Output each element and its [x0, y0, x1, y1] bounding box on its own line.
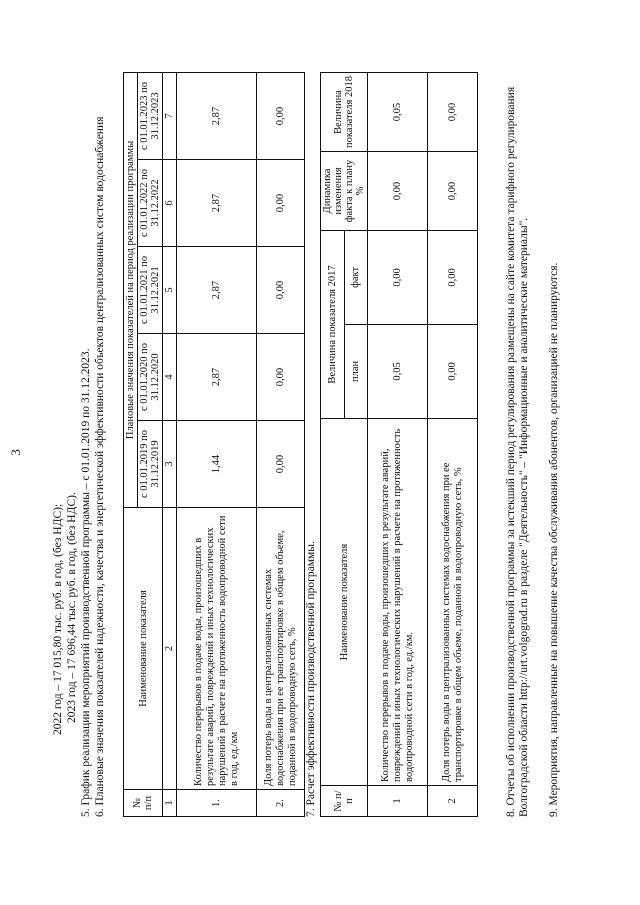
t1-period: с 01.01.2021 по 31.12.2021	[138, 247, 163, 334]
t2-name: Количество перерывов в подаче воды, произошедших в результате аварий, повреждений и иных технологических нарушений в расчете на протяженность водопроводной сети в год, ед./км.	[368, 419, 428, 786]
item-6: 6. Плановые значения показателей надежности, качества и энергетической эффективности объектов централизованных систем водоснабжения	[94, 116, 106, 817]
t2-num: 1	[368, 786, 428, 817]
t1-value: 0,00	[257, 421, 305, 508]
plan-values-table	[123, 72, 305, 817]
t2-h-fact: факт	[344, 231, 368, 325]
t2-dyn: 0,00	[428, 152, 478, 231]
t2-plan: 0,00	[428, 324, 478, 418]
t1-period: с 01.01.2023 по 31.12.2023	[138, 73, 163, 160]
table-row	[428, 73, 478, 817]
t1-colnum: 3	[163, 421, 177, 508]
t1-h-plan: Плановые значения показателей на период реализации программы	[124, 73, 138, 508]
t2-h-num: № п/п	[321, 786, 368, 817]
t1-name: Доля потерь воды в централизованных системах водоснабжения при ее транспортировке в общем объеме, поданной в водопроводную сеть, %	[257, 508, 305, 790]
t1-num: 1.	[177, 790, 257, 817]
t1-value: 1,44	[177, 421, 257, 508]
t1-colnum: 6	[163, 160, 177, 247]
t1-colnum: 7	[163, 73, 177, 160]
t1-period: с 01.01.2020 по 31.12.2020	[138, 334, 163, 421]
t1-h-num: № п/п	[124, 790, 163, 817]
t2-h-name: Наименование показателя	[321, 419, 368, 786]
t2-h-2018: Величина показателя 2018	[321, 73, 368, 152]
t1-colnum: 4	[163, 334, 177, 421]
page-number: 3	[8, 449, 23, 456]
item-9: 9. Мероприятия, направленные на повышение качества обслуживания абонентов, организацией не планируются.	[548, 262, 560, 817]
table-row	[257, 73, 305, 817]
item-5: 5. График реализации мероприятий производственной программы – с 01.01.2019 по 31.12.2023.	[80, 348, 92, 817]
t1-period: с 01.01.2022 по 31.12.2022	[138, 160, 163, 247]
t2-h-dyn: Динамика изменения факта к плану %	[321, 152, 368, 231]
t2-dyn: 0,00	[368, 152, 428, 231]
t2-name: Доля потерь воды в централизованных системах водоснабжения при ее транспортировке в общем объеме, поданной в водопроводную сеть, %	[428, 419, 478, 786]
t1-num: 2.	[257, 790, 305, 817]
t2-plan: 0,05	[368, 324, 428, 418]
t1-value: 0,00	[257, 334, 305, 421]
t1-value: 2,87	[177, 73, 257, 160]
item-8: 8. Отчеты об исполнении производственной программы за истекший период регулирования размещены на сайте комитета тарифного регулирования Волгоградской области http://urt.volgograd.ru в разделе "Деятельность" – "Информационные и аналитические материалы".	[505, 86, 530, 817]
t1-name: Количество перерывов в подаче воды, произошедших в результате аварий, повреждений и иных технологических нарушений в расчете на протяженность водопроводной сети в год, ед./км	[177, 508, 257, 790]
t1-value: 0,00	[257, 247, 305, 334]
t2-h-2017: Величина показателя 2017	[321, 231, 345, 419]
t1-colnum: 2	[163, 508, 177, 790]
t1-value: 0,00	[257, 160, 305, 247]
t1-value: 0,00	[257, 73, 305, 160]
item-7: 7. Расчет эффективности производственной программы.	[305, 541, 317, 817]
table-row	[368, 73, 428, 817]
t1-h-name: Наименование показателя	[124, 508, 163, 790]
table-row	[177, 73, 257, 817]
t2-num: 2	[428, 786, 478, 817]
t2-2018: 0,05	[368, 73, 428, 152]
t1-value: 2,87	[177, 334, 257, 421]
intro-2023: 2023 год – 17 696,44 тыс. руб. в год, (без НДС).	[66, 492, 78, 723]
efficiency-table	[320, 72, 478, 817]
t2-fact: 0,00	[368, 231, 428, 325]
t2-2018: 0,00	[428, 73, 478, 152]
t1-period: с 01.01.2019 по 31.12.2019	[138, 421, 163, 508]
t2-h-plan: план	[344, 324, 368, 418]
t1-value: 2,87	[177, 160, 257, 247]
t1-value: 2,87	[177, 247, 257, 334]
t1-colnum: 1	[163, 790, 177, 817]
intro-2022: 2022 год – 17 015,80 тыс. руб. в год, (без НДС);	[52, 503, 64, 735]
t1-colnum: 5	[163, 247, 177, 334]
t2-fact: 0,00	[428, 231, 478, 325]
